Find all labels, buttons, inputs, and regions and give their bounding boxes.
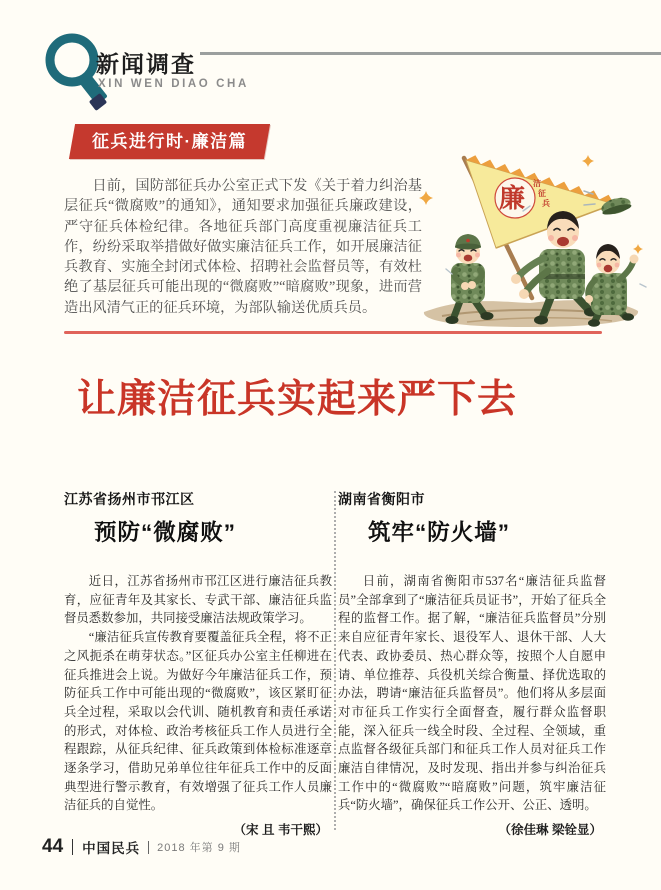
header-rule [200, 52, 661, 55]
article-right-region: 湖南省衡阳市 [338, 493, 425, 508]
article-left-byline: （宋 且 韦干熙） [233, 823, 328, 838]
article-left-paragraph: “廉洁征兵宣传教育要覆盖征兵全程，将不正之风扼杀在萌芽状态。”区征兵办公室主任柳进在征兵推进会上说。为做好今年廉洁征兵工作，预防征兵工作中可能出现的“微腐败”，该区紧盯征兵全过程，采取以会代训、随机教育和责任承诺的形式，对体检、政治考核征兵工作人员进行全程跟踪，从征兵纪律、征兵政策到体检标准逐章逐条学习，借助兄弟单位往年征兵工作中的反面典型进行警示教育，有效增强了征兵工作人员廉洁征兵的自觉性。 [64, 630, 332, 813]
topic-badge-label: 征兵进行时·廉洁篇 [92, 132, 248, 151]
articles-section [64, 489, 606, 838]
magazine-name: 中国民兵 [82, 841, 141, 856]
article-right-byline: （徐佳琳 梁铨显） [498, 823, 602, 838]
article-right-title: 筑牢“防火墙” [368, 520, 511, 545]
flag-small-char: 洁 [533, 179, 541, 188]
section-title: 新闻调查 [96, 51, 196, 77]
page-footer [42, 836, 241, 858]
flag-emblem-char: 廉 [498, 184, 526, 213]
article-left-title: 预防“微腐败” [94, 520, 237, 545]
soldiers-illustration [412, 146, 648, 334]
article-left-region: 江苏省扬州市邗江区 [64, 493, 195, 508]
column-divider [334, 491, 336, 830]
intro-paragraph: 日前，国防部征兵办公室正式下发《关于着力纠治基层征兵“微腐败”的通知》，通知要求加强征兵廉政建设，严守征兵体检纪律。各地征兵部门高度重视廉洁征兵工作，纷纷采取举措做好做实廉洁征兵工作，如开展廉洁征兵教育、实施全封闭式体检、招聘社会监督员等，有效杜绝了基层征兵可能出现的“微腐败”“暗腐败”现象，进而营造出风清气正的征兵环境，为部队输送优质兵员。 [64, 178, 422, 316]
footer-divider [72, 839, 73, 855]
page-number: 44 [42, 836, 64, 857]
pennant-flag [466, 155, 614, 248]
issue-label: 2018 年第 9 期 [157, 842, 241, 854]
flag-small-char: 征 [538, 189, 546, 198]
article-headline: 让廉洁征兵实起来严下去 [77, 378, 518, 421]
red-divider [64, 331, 602, 334]
article-right [338, 489, 606, 838]
article-left [64, 489, 332, 838]
article-left-paragraph: 近日，江苏省扬州市邗江区进行廉洁征兵教育，应征青年及其家长、专武干部、廉洁征兵监督员悉数参加，共同接受廉洁法规政策学习。 [64, 574, 332, 626]
flag-small-char: 兵 [542, 199, 550, 208]
article-right-paragraph: 日前，湖南省衡阳市537名“廉洁征兵监督员”全部拿到了“廉洁征兵员证书”，开始了征兵全程的监督工作。据了解，“廉洁征兵监督员”分别来自应征青年家长、退役军人、退休干部、人大代表、政协委员、热心群众等，按照个人自愿申请、单位推荐、兵役机关综合衡量、择优选取的办法，聘请“廉洁征兵监督员”。他们将从多层面对市征兵工作实行全面督查，履行群众监督职能，深入征兵一线全时段、全过程、全领域，重点监督各级征兵部门和征兵工作人员对征兵工作廉洁自律情况，及时发现、指出并参与纠治征兵工作中的“微腐败”“暗腐败”问题，筑牢廉洁征兵“防火墙”，确保征兵工作公开、公正、透明。 [338, 574, 606, 813]
section-subtitle: XIN WEN DIAO CHA [98, 78, 249, 90]
footer-divider [148, 841, 149, 854]
topic-badge [69, 124, 270, 159]
